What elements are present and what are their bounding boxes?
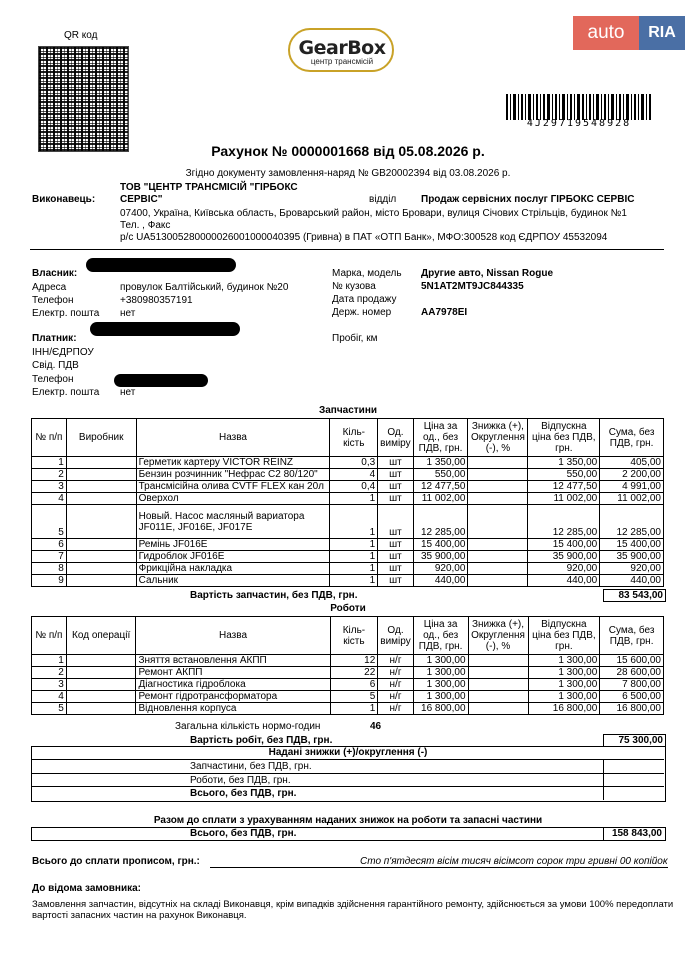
row-price: 15 400,00 — [413, 539, 468, 551]
executor-dept-label: відділ — [369, 194, 397, 205]
row-number: 5 — [32, 703, 67, 715]
payment-total-label: Всього, без ПДВ, грн. — [190, 828, 297, 839]
row-number: 5 — [32, 505, 67, 539]
row-price: 1 300,00 — [413, 667, 468, 679]
row-qty: 1 — [330, 493, 378, 505]
row-maker — [66, 469, 136, 481]
row-price: 12 285,00 — [413, 505, 468, 539]
row-discount — [468, 563, 528, 575]
works-total-value: 75 300,00 — [603, 734, 666, 747]
row-sum: 4 991,00 — [600, 481, 664, 493]
row-unit: н/г — [378, 667, 413, 679]
row-discount — [468, 539, 528, 551]
col-number: № п/п — [32, 617, 67, 655]
row-price: 1 300,00 — [413, 691, 468, 703]
vehicle-plate-label: Держ. номер — [332, 307, 392, 318]
row-number: 9 — [32, 575, 67, 587]
payment-title: Разом до сплати з урахуванням наданих знижок на роботи та запасні частини — [153, 815, 543, 826]
row-discount — [468, 703, 528, 715]
vehicle-sale-label: Дата продажу — [332, 294, 397, 305]
row-unit: н/г — [378, 679, 413, 691]
vehicle-model-label: Марка, модель — [332, 268, 402, 279]
table-row — [32, 563, 664, 575]
row-name: Зняття встановлення АКПП — [136, 655, 330, 667]
row-qty: 5 — [330, 691, 378, 703]
divider — [210, 867, 668, 868]
row-qty: 22 — [330, 667, 378, 679]
owner-name-redacted — [86, 258, 236, 272]
col-net-price: Відпускна ціна без ПДВ, грн. — [528, 617, 600, 655]
parts-section-title: Запчастини — [318, 405, 378, 416]
divider — [603, 759, 604, 800]
parts-header-row — [32, 419, 664, 457]
row-net-price: 12 477,50 — [528, 481, 600, 493]
row-qty: 0,3 — [330, 457, 378, 469]
row-maker — [66, 563, 136, 575]
discounts-total-label: Всього, без ПДВ, грн. — [190, 788, 297, 799]
row-unit: шт — [378, 505, 413, 539]
vehicle-model-value: Другие авто, Nissan Rogue — [421, 268, 554, 279]
row-unit: шт — [378, 563, 413, 575]
row-net-price: 1 300,00 — [528, 667, 600, 679]
divider — [31, 786, 664, 787]
row-price: 1 300,00 — [413, 679, 468, 691]
vehicle-mileage-label: Пробіг, км — [332, 333, 378, 344]
row-discount — [468, 679, 528, 691]
row-net-price: 920,00 — [528, 563, 600, 575]
row-qty: 1 — [330, 539, 378, 551]
row-number: 7 — [32, 551, 67, 563]
row-discount — [468, 551, 528, 563]
row-price: 1 300,00 — [413, 655, 468, 667]
divider — [31, 773, 664, 774]
owner-address-value: провулок Балтійський, будинок №20 — [120, 282, 289, 293]
row-unit: шт — [378, 469, 413, 481]
invoice-title: Рахунок № 0000001668 від 05.08.2026 р. — [211, 143, 485, 159]
works-section-title: Роботи — [330, 603, 366, 614]
row-sum: 405,00 — [600, 457, 664, 469]
row-net-price: 15 400,00 — [528, 539, 600, 551]
autoria-watermark — [573, 16, 685, 50]
col-maker: Виробник — [66, 419, 136, 457]
row-sum: 12 285,00 — [600, 505, 664, 539]
row-maker — [66, 481, 136, 493]
row-net-price: 440,00 — [528, 575, 600, 587]
table-row — [32, 655, 664, 667]
row-sum: 440,00 — [600, 575, 664, 587]
row-name: Герметик картеру VICTOR REINZ — [136, 457, 330, 469]
table-row — [32, 551, 664, 563]
row-qty: 12 — [330, 655, 378, 667]
row-number: 2 — [32, 667, 67, 679]
row-net-price: 12 285,00 — [528, 505, 600, 539]
row-maker — [66, 539, 136, 551]
row-price: 12 477,50 — [413, 481, 468, 493]
row-unit: шт — [378, 539, 413, 551]
table-row — [32, 703, 664, 715]
row-qty: 6 — [330, 679, 378, 691]
row-sum: 28 600,00 — [600, 667, 664, 679]
logo-name: GearBox — [298, 36, 386, 59]
parts-total-label: Вартість запчастин, без ПДВ, грн. — [190, 590, 358, 601]
payer-email-value: нет — [120, 387, 136, 398]
row-net-price: 1 300,00 — [528, 691, 600, 703]
row-net-price: 1 300,00 — [528, 679, 600, 691]
row-qty: 4 — [330, 469, 378, 481]
notice-title: До відома замовника: — [32, 883, 141, 894]
table-row — [32, 481, 664, 493]
row-maker — [66, 505, 136, 539]
barcode-number: 4J29719548928 — [526, 118, 632, 129]
col-name: Назва — [136, 617, 330, 655]
row-sum: 11 002,00 — [600, 493, 664, 505]
works-hours-value: 46 — [370, 721, 382, 732]
discounts-works-label: Роботи, без ПДВ, грн. — [190, 775, 291, 786]
row-maker — [66, 551, 136, 563]
table-row — [32, 493, 664, 505]
executor-address: 07400, Україна, Київська область, Броварський район, місто Бровари, вулиця Січових Стрільців, будинок №1 — [120, 208, 627, 219]
col-name: Назва — [136, 419, 330, 457]
col-unit: Од. виміру — [378, 419, 413, 457]
row-name: Бензин розчинник "Нефрас С2 80/120" — [136, 469, 330, 481]
vehicle-vin-value: 5N1AT2MT9JC844335 — [421, 281, 524, 292]
table-row — [32, 667, 664, 679]
table-row — [32, 539, 664, 551]
col-qty: Кіль-кість — [330, 617, 378, 655]
row-sum: 6 500,00 — [600, 691, 664, 703]
row-qty: 1 — [330, 505, 378, 539]
payment-total-value: 158 843,00 — [611, 828, 662, 839]
col-unit: Од. виміру — [378, 617, 413, 655]
payer-inn-label: ІНН/ЄДРПОУ — [32, 347, 94, 358]
payment-words-label: Всього до сплати прописом, грн.: — [32, 856, 200, 867]
executor-name-line2: СЕРВІС" — [120, 194, 163, 205]
row-price: 550,00 — [413, 469, 468, 481]
row-price: 440,00 — [413, 575, 468, 587]
owner-phone-label: Телефон — [32, 295, 74, 306]
col-discount: Знижка (+), Округлення (-), % — [468, 419, 528, 457]
row-code — [66, 703, 136, 715]
row-price: 16 800,00 — [413, 703, 468, 715]
row-number: 4 — [32, 691, 67, 703]
row-unit: шт — [378, 551, 413, 563]
row-discount — [468, 691, 528, 703]
row-discount — [468, 667, 528, 679]
executor-bank: р/с UA513005280000026001000040395 (Гривна) в ПАТ «ОТП Банк», МФО:300528 код ЄДРПОУ 45532094 — [120, 232, 608, 243]
row-sum: 920,00 — [600, 563, 664, 575]
owner-address-label: Адреса — [32, 282, 67, 293]
row-unit: шт — [378, 457, 413, 469]
row-name: Гидроблок JF016E — [136, 551, 330, 563]
table-row — [32, 457, 664, 469]
row-price: 1 350,00 — [413, 457, 468, 469]
owner-label: Власник: — [32, 268, 78, 279]
executor-label: Виконавець: — [32, 194, 96, 205]
discounts-parts-label: Запчастини, без ПДВ, грн. — [190, 761, 312, 772]
vehicle-vin-label: № кузова — [332, 281, 376, 292]
row-net-price: 1 350,00 — [528, 457, 600, 469]
col-sum: Сума, без ПДВ, грн. — [600, 617, 664, 655]
row-sum: 7 800,00 — [600, 679, 664, 691]
row-maker — [66, 493, 136, 505]
row-name: Трансмісійна олива CVTF FLEX кан 20л — [136, 481, 330, 493]
row-name: Діагностика гідроблока — [136, 679, 330, 691]
row-sum: 35 900,00 — [600, 551, 664, 563]
works-total-label: Вартість робіт, без ПДВ, грн. — [190, 735, 333, 746]
col-discount: Знижка (+), Округлення (-), % — [468, 617, 528, 655]
payer-vat-label: Свід. ПДВ — [32, 360, 79, 371]
row-number: 3 — [32, 679, 67, 691]
row-net-price: 550,00 — [528, 469, 600, 481]
row-code — [66, 667, 136, 679]
col-operation-code: Код операції — [66, 617, 136, 655]
autoria-ria: RIA — [639, 16, 685, 50]
parts-total-value: 83 543,00 — [603, 589, 666, 602]
owner-email-label: Електр. пошта — [32, 308, 100, 319]
row-discount — [468, 481, 528, 493]
row-discount — [468, 655, 528, 667]
payment-total-box — [31, 827, 666, 841]
payer-email-label: Електр. пошта — [32, 387, 100, 398]
row-qty: 1 — [330, 563, 378, 575]
owner-phone-value: +380980357191 — [120, 295, 193, 306]
row-discount — [468, 575, 528, 587]
divider — [30, 249, 664, 250]
divider — [31, 759, 664, 760]
logo-subtitle: центр трансмісій — [310, 56, 374, 66]
executor-dept-value: Продаж сервісних послуг ГІРБОКС СЕРВІС — [421, 194, 635, 205]
row-number: 4 — [32, 493, 67, 505]
table-row — [32, 575, 664, 587]
row-unit: шт — [378, 575, 413, 587]
row-price: 35 900,00 — [413, 551, 468, 563]
payer-phone-redacted — [114, 374, 208, 387]
executor-phone: Тел. , Факс — [120, 220, 171, 231]
row-maker — [66, 575, 136, 587]
table-row — [32, 469, 664, 481]
row-number: 1 — [32, 457, 67, 469]
row-number: 1 — [32, 655, 67, 667]
notice-text-line2: вартості запасних частин на рахунок Виконавця. — [32, 910, 247, 921]
row-sum: 2 200,00 — [600, 469, 664, 481]
col-qty: Кіль-кість — [330, 419, 378, 457]
col-net-price: Відпускна ціна без ПДВ, грн. — [528, 419, 600, 457]
row-unit: н/г — [378, 703, 413, 715]
row-number: 6 — [32, 539, 67, 551]
logo-gear-ring-icon — [288, 28, 394, 72]
gearbox-logo — [288, 28, 396, 74]
payment-words-value: Сто п'ятдесят вісім тисяч вісімсот сорок три гривні 00 копійок — [360, 856, 668, 867]
payer-label: Платник: — [32, 333, 77, 344]
row-sum: 15 600,00 — [600, 655, 664, 667]
row-discount — [468, 457, 528, 469]
row-sum: 15 400,00 — [600, 539, 664, 551]
row-unit: н/г — [378, 691, 413, 703]
qr-code-image — [38, 46, 129, 152]
row-number: 2 — [32, 469, 67, 481]
row-name: Відновлення корпуса — [136, 703, 330, 715]
table-row — [32, 505, 664, 539]
row-code — [66, 691, 136, 703]
row-discount — [468, 505, 528, 539]
row-sum: 16 800,00 — [600, 703, 664, 715]
row-code — [66, 655, 136, 667]
invoice-subtitle: Згідно документу замовлення-наряд № GB20002394 від 03.08.2026 р. — [185, 168, 511, 179]
row-discount — [468, 469, 528, 481]
payer-name-redacted — [90, 322, 240, 336]
row-code — [66, 679, 136, 691]
owner-email-value: нет — [120, 308, 136, 319]
vehicle-plate-value: AA7978EI — [421, 307, 468, 318]
executor-name-line1: ТОВ "ЦЕНТР ТРАНСМІСІЙ "ГІРБОКС — [120, 182, 298, 193]
row-discount — [468, 493, 528, 505]
discounts-title: Надані знижки (+)/округлення (-) — [268, 747, 428, 758]
row-unit: шт — [378, 481, 413, 493]
row-qty: 1 — [330, 575, 378, 587]
works-table — [31, 616, 664, 715]
autoria-auto: auto — [573, 16, 639, 50]
row-name: Ремінь JF016E — [136, 539, 330, 551]
row-number: 8 — [32, 563, 67, 575]
row-net-price: 16 800,00 — [528, 703, 600, 715]
row-price: 920,00 — [413, 563, 468, 575]
row-unit: шт — [378, 493, 413, 505]
row-name: Фрикційна накладка — [136, 563, 330, 575]
row-name: Оверхол — [136, 493, 330, 505]
col-sum: Сума, без ПДВ, грн. — [600, 419, 664, 457]
barcode-image — [506, 94, 651, 120]
row-maker — [66, 457, 136, 469]
qr-label: QR код — [64, 30, 98, 41]
notice-text-line1: Замовлення запчастин, відсутніх на складі Виконавця, крім випадків здійснення гарантійного ремонту, здійснюється за умови 100% передоплати — [32, 899, 674, 910]
row-number: 3 — [32, 481, 67, 493]
works-header-row — [32, 617, 664, 655]
col-number: № п/п — [32, 419, 67, 457]
row-unit: н/г — [378, 655, 413, 667]
col-price: Ціна за од., без ПДВ, грн. — [413, 617, 468, 655]
row-net-price: 35 900,00 — [528, 551, 600, 563]
payer-phone-label: Телефон — [32, 374, 74, 385]
row-net-price: 11 002,00 — [528, 493, 600, 505]
row-qty: 0,4 — [330, 481, 378, 493]
table-row — [32, 679, 664, 691]
table-row — [32, 691, 664, 703]
row-name: Ремонт гідротрансформатора — [136, 691, 330, 703]
works-hours-label: Загальна кількість нормо-годин — [175, 721, 321, 732]
row-name: Новый. Насос масляный вариатора JF011E, JF016E, JF017E — [136, 505, 330, 539]
row-name: Ремонт АКПП — [136, 667, 330, 679]
parts-table — [31, 418, 664, 587]
row-qty: 1 — [330, 551, 378, 563]
row-net-price: 1 300,00 — [528, 655, 600, 667]
col-price: Ціна за од., без ПДВ, грн. — [413, 419, 468, 457]
row-name: Сальник — [136, 575, 330, 587]
row-price: 11 002,00 — [413, 493, 468, 505]
row-qty: 1 — [330, 703, 378, 715]
